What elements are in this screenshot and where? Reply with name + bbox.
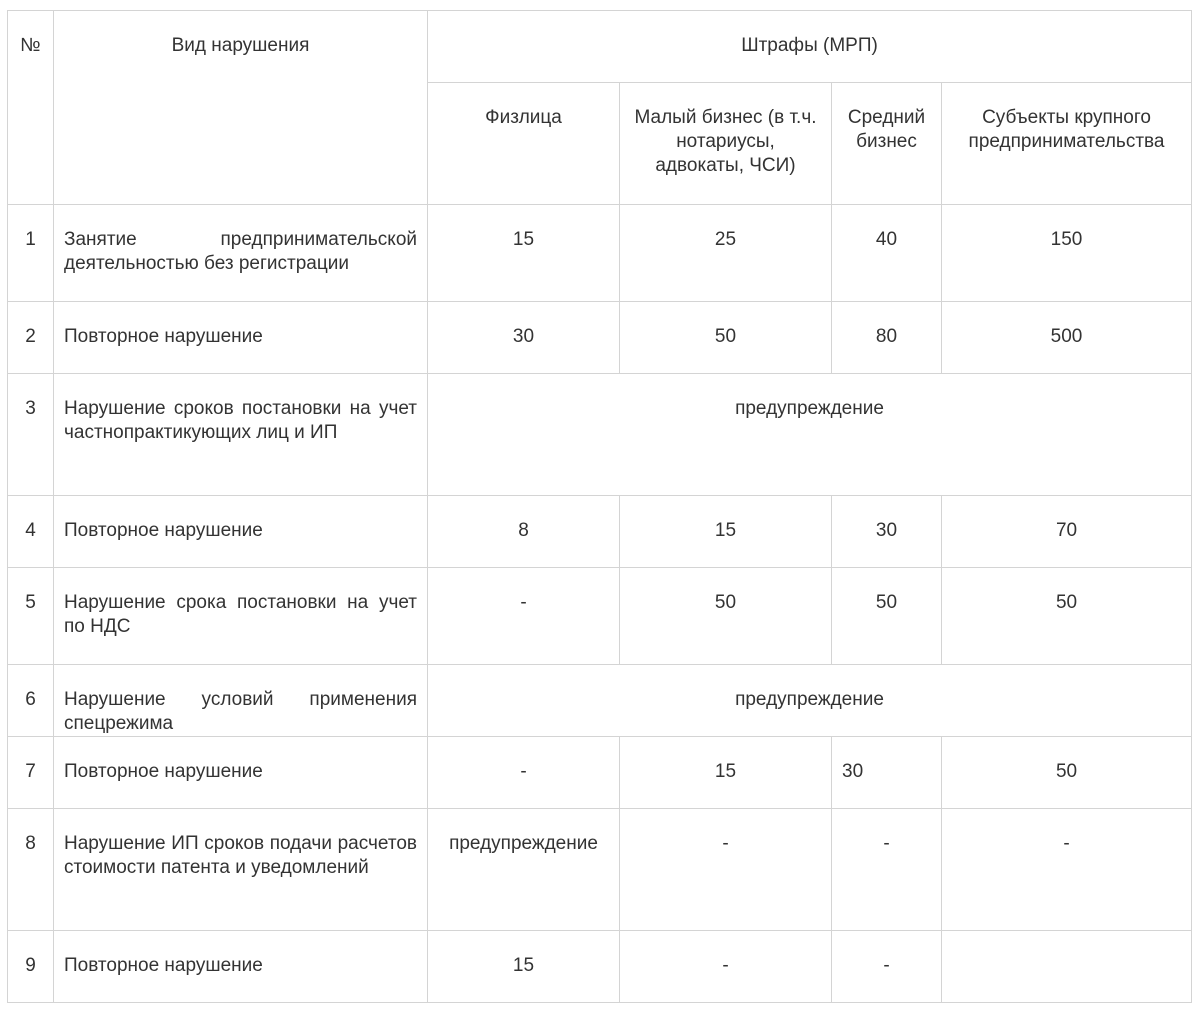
fines-table-container <box>7 10 1192 1003</box>
table-row <box>8 568 1192 665</box>
fine-cell <box>942 931 1192 1003</box>
table-row <box>8 931 1192 1003</box>
fines-table <box>7 10 1192 1003</box>
row-number: 6 <box>8 665 54 737</box>
fine-cell: 15 <box>428 931 620 1003</box>
fine-cell: 80 <box>832 302 942 374</box>
fine-cell: 15 <box>620 496 832 568</box>
violation-name: Нарушение сроков постановки на учет частнопрактикующих лиц и ИП <box>54 374 428 496</box>
fine-cell: 40 <box>832 205 942 302</box>
table-row <box>8 205 1192 302</box>
table-row <box>8 665 1192 737</box>
header-col-large-business: Субъекты крупного предпринимательства <box>942 83 1192 205</box>
fine-cell: 30 <box>832 496 942 568</box>
row-number: 7 <box>8 737 54 809</box>
table-row <box>8 496 1192 568</box>
row-number: 9 <box>8 931 54 1003</box>
violation-name: Повторное нарушение <box>54 496 428 568</box>
violation-name: Нарушение ИП сроков подачи расчетов стоимости патента и уведомлений <box>54 809 428 931</box>
fine-cell: - <box>428 737 620 809</box>
fine-cell: - <box>942 809 1192 931</box>
fine-cell: 70 <box>942 496 1192 568</box>
violation-name: Повторное нарушение <box>54 931 428 1003</box>
header-row-top <box>8 11 1192 83</box>
fine-cell: 50 <box>942 568 1192 665</box>
fine-cell-merged: предупреждение <box>428 665 1192 737</box>
fine-cell: - <box>620 809 832 931</box>
fine-cell: предупреждение <box>428 809 620 931</box>
row-number: 8 <box>8 809 54 931</box>
row-number: 3 <box>8 374 54 496</box>
table-row <box>8 737 1192 809</box>
fine-cell: 30 <box>428 302 620 374</box>
table-row <box>8 302 1192 374</box>
fine-cell-merged: предупреждение <box>428 374 1192 496</box>
fine-cell: - <box>428 568 620 665</box>
fine-cell: 50 <box>832 568 942 665</box>
header-num: № <box>8 11 54 205</box>
fine-cell: - <box>832 809 942 931</box>
violation-name: Повторное нарушение <box>54 737 428 809</box>
header-col-small-business: Малый бизнес (в т.ч. нотариусы, адвокаты, ЧСИ) <box>620 83 832 205</box>
violation-name: Занятие предпринимательской деятельностью без регистрации <box>54 205 428 302</box>
fine-cell: 500 <box>942 302 1192 374</box>
fine-cell: 8 <box>428 496 620 568</box>
row-number: 4 <box>8 496 54 568</box>
fine-cell: 25 <box>620 205 832 302</box>
violation-name: Нарушение условий применения спецрежима <box>54 665 428 737</box>
fine-cell: 50 <box>620 568 832 665</box>
fine-cell: 150 <box>942 205 1192 302</box>
table-row <box>8 374 1192 496</box>
header-violation-type: Вид нарушения <box>54 11 428 205</box>
header-col-medium-business: Средний бизнес <box>832 83 942 205</box>
violation-name: Нарушение срока постановки на учет по НДС <box>54 568 428 665</box>
fine-cell: 15 <box>428 205 620 302</box>
violation-name: Повторное нарушение <box>54 302 428 374</box>
fine-cell: 50 <box>942 737 1192 809</box>
header-col-individuals: Физлица <box>428 83 620 205</box>
fine-cell: 15 <box>620 737 832 809</box>
row-number: 5 <box>8 568 54 665</box>
row-number: 1 <box>8 205 54 302</box>
table-row <box>8 809 1192 931</box>
fine-cell: - <box>832 931 942 1003</box>
fine-cell: 50 <box>620 302 832 374</box>
fine-cell: - <box>620 931 832 1003</box>
row-number: 2 <box>8 302 54 374</box>
fine-cell: 30 <box>832 737 942 809</box>
header-fines-group: Штрафы (МРП) <box>428 11 1192 83</box>
